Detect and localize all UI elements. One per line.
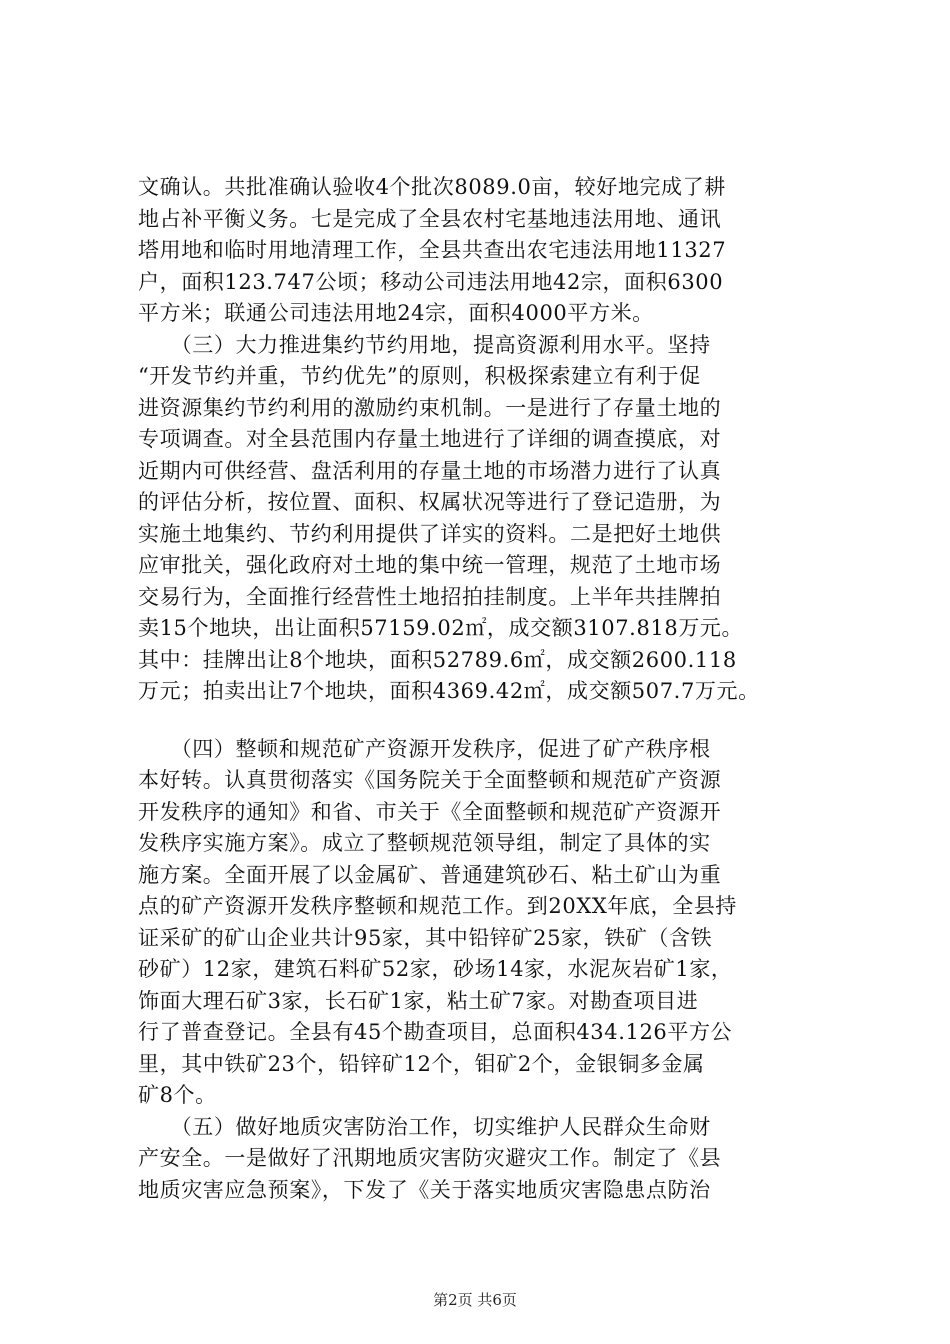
text-line: 砂矿）12家，建筑石料矿52家，砂场14家，水泥灰岩矿1家，	[138, 957, 733, 981]
text-line: 本好转。认真贯彻落实《国务院关于全面整顿和规范矿产资源	[138, 768, 722, 792]
text-line: 平方米；联通公司违法用地24宗，面积4000平方米。	[138, 301, 654, 325]
text-line: 卖15个地块，出让面积57159.02㎡，成交额3107.818万元。	[138, 616, 744, 640]
text-line: 产安全。一是做好了汛期地质灾害防灾避灾工作。制定了《县	[138, 1146, 722, 1170]
text-line: （五）做好地质灾害防治工作，切实维护人民群众生命财	[138, 1114, 711, 1139]
text-line: 地质灾害应急预案》，下发了《关于落实地质灾害隐患点防治	[138, 1177, 711, 1202]
text-line: 塔用地和临时用地清理工作，全县共查出农宅违法用地11327	[138, 238, 727, 262]
text-line: 的评估分析，按位置、面积、权属状况等进行了登记造册，为	[138, 490, 722, 514]
text-line: （三）大力推进集约节约用地，提高资源利用水平。坚持	[138, 332, 711, 357]
text-line: “开发节约并重，节约优先”的原则，积极探索建立有利于促	[138, 364, 701, 388]
text-line: 施方案。全面开展了以金属矿、普通建筑砂石、粘土矿山为重	[138, 862, 722, 887]
text-line: 万元；拍卖出让7个地块，面积4369.42㎡，成交额507.7万元。	[138, 679, 760, 703]
text-line: （四）整顿和规范矿产资源开发秩序，促进了矿产秩序根	[138, 736, 711, 761]
text-line: 里，其中铁矿23个，铅锌矿12个，钼矿2个，金银铜多金属	[138, 1051, 705, 1076]
text-line: 近期内可供经营、盘活利用的存量土地的市场潜力进行了认真	[138, 458, 722, 483]
text-line: 其中：挂牌出让8个地块，面积52789.6㎡，成交额2600.118	[138, 647, 737, 672]
text-line: 饰面大理石矿3家，长石矿1家，粘土矿7家。对勘查项目进	[138, 988, 699, 1013]
text-line: 交易行为，全面推行经营性土地招拍挂制度。上半年共挂牌拍	[138, 584, 722, 609]
text-line: 矿8个。	[138, 1083, 217, 1107]
text-line: 行了普查登记。全县有45个勘查项目，总面积434.126平方公	[138, 1020, 733, 1044]
document-body	[138, 172, 828, 1206]
text-line: 实施土地集约、节约利用提供了详实的资料。二是把好土地供	[138, 521, 722, 546]
text-line: 文确认。共批准确认验收4个批次8089.0亩，较好地完成了耕	[138, 175, 726, 199]
text-line: 专项调查。对全县范围内存量土地进行了详细的调查摸底，对	[138, 427, 722, 451]
page-number-footer: 第2页 共6页	[433, 1291, 517, 1309]
text-line: 进资源集约节约利用的激励约束机制。一是进行了存量土地的	[138, 395, 722, 420]
text-line: 证采矿的矿山企业共计95家，其中铅锌矿25家，铁矿（含铁	[138, 925, 713, 950]
text-line: 户，面积123.747公顷；移动公司违法用地42宗，面积6300	[138, 269, 724, 294]
text-line: 地占补平衡义务。七是完成了全县农村宅基地违法用地、通讯	[138, 206, 722, 231]
paragraph-gap	[138, 708, 828, 734]
text-line: 点的矿产资源开发秩序整顿和规范工作。到20XX年底，全县持	[138, 894, 738, 918]
text-line: 开发秩序的通知》和省、市关于《全面整顿和规范矿产资源开	[138, 799, 722, 824]
text-line: 应审批关，强化政府对土地的集中统一管理，规范了土地市场	[138, 553, 722, 577]
text-line: 发秩序实施方案》。成立了整顿规范领导组，制定了具体的实	[138, 831, 711, 855]
